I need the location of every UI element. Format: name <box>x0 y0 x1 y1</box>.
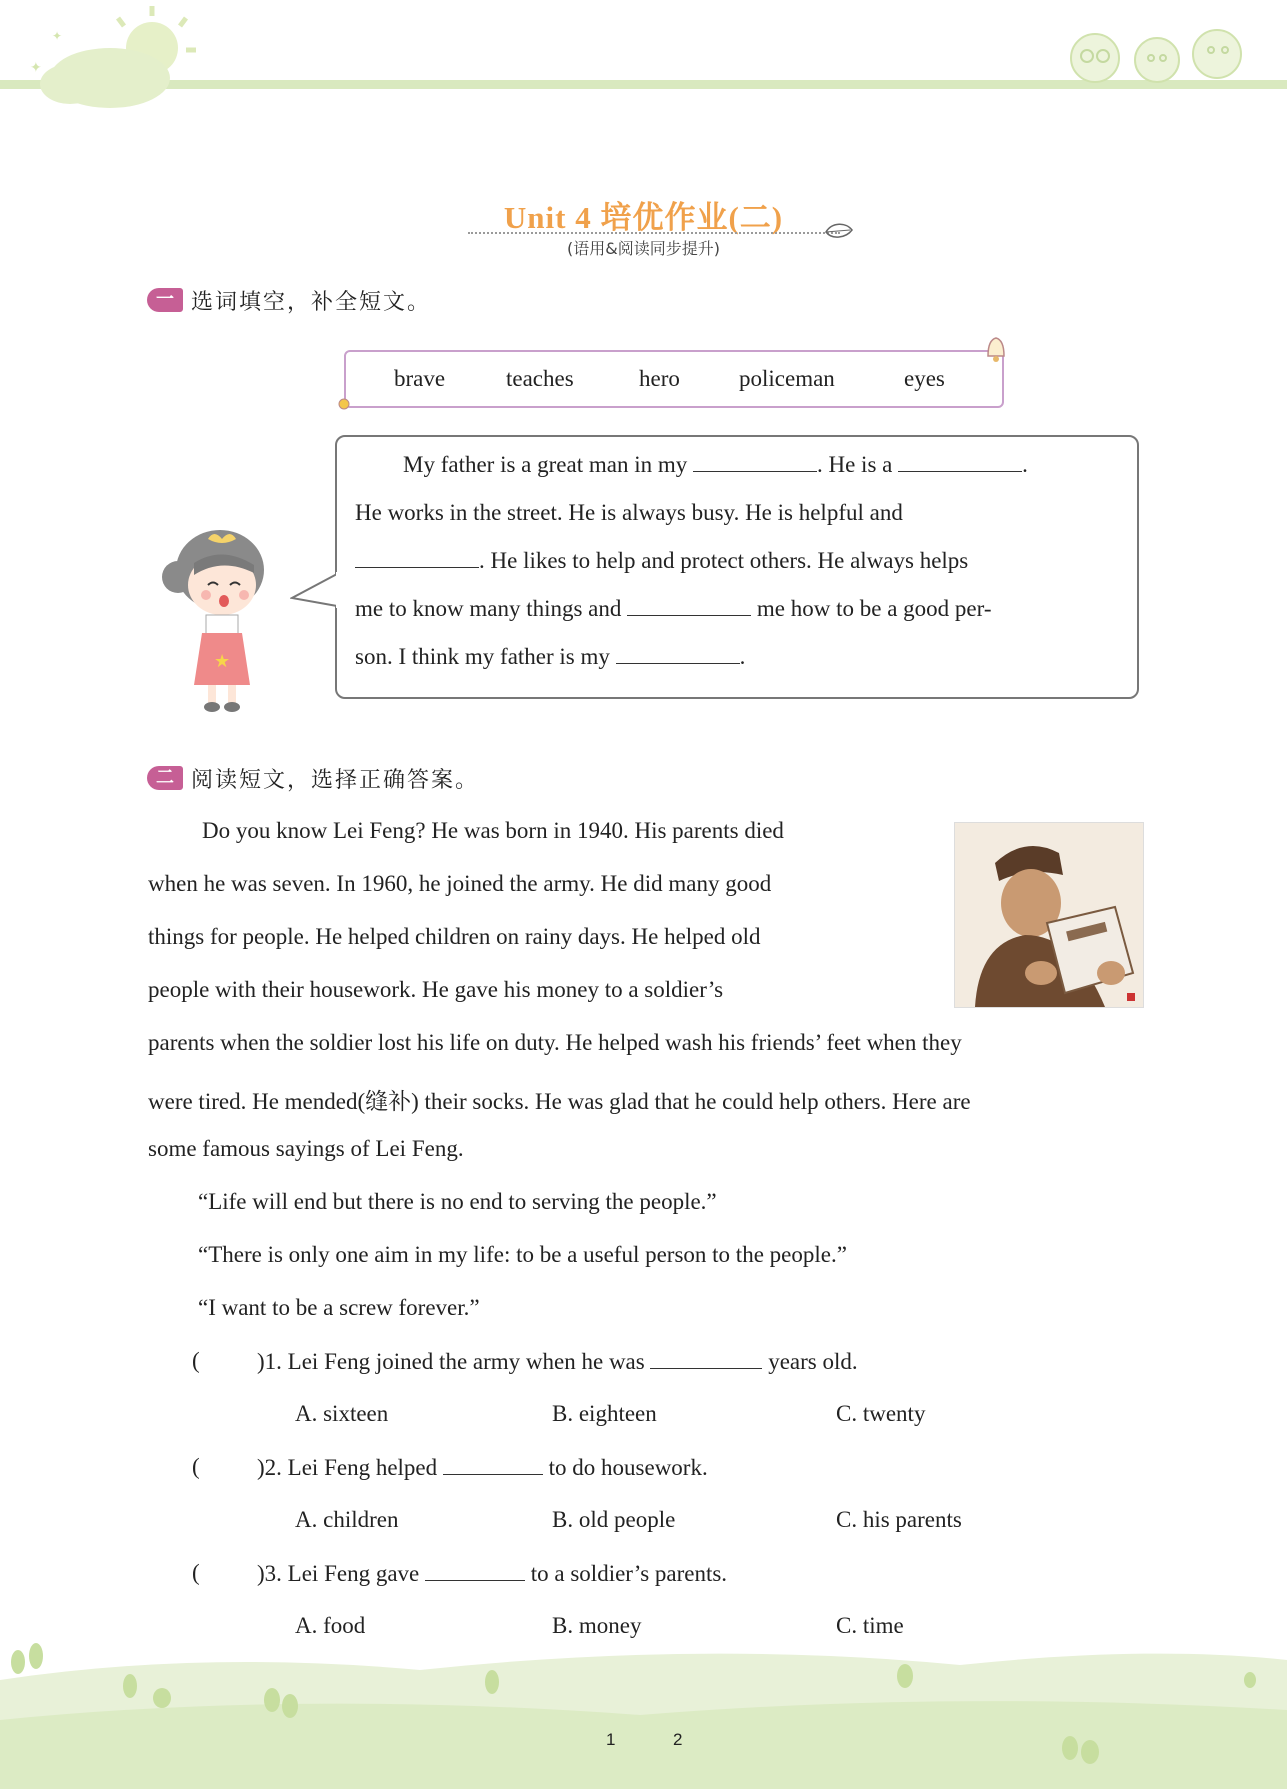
answer-blank[interactable] <box>693 451 817 472</box>
title-underline <box>468 232 840 234</box>
question-stem: 2. Lei Feng helped <box>264 1455 438 1480</box>
saying: “Life will end but there is no end to serving the people.” <box>198 1189 717 1214</box>
passage-text: . He likes to help and protect others. He always helps <box>479 548 969 573</box>
section-1-badge: 一 <box>147 288 183 312</box>
passage-text: . <box>739 644 746 669</box>
speech-bubble <box>335 435 1139 699</box>
question-3 <box>257 1560 727 1587</box>
option[interactable]: A. food <box>295 1613 366 1638</box>
option[interactable]: C. twenty <box>836 1401 926 1426</box>
passage-text: My father is a great man in my <box>403 452 688 477</box>
answer-paren-close: ) <box>257 1561 265 1586</box>
answer-blank[interactable] <box>616 643 740 664</box>
saying: “I want to be a screw forever.” <box>198 1295 480 1320</box>
option[interactable]: B. old people <box>552 1507 676 1532</box>
word-bank-item: teaches <box>506 366 574 391</box>
grass-hills-decoration <box>0 1620 1287 1789</box>
question-stem: 1. Lei Feng joined the army when he was <box>264 1349 645 1374</box>
section-2-instruction: 阅读短文，选择正确答案。 <box>191 768 480 793</box>
girl-illustration <box>150 525 290 715</box>
answer-box[interactable] <box>206 1344 256 1374</box>
bubble-tail <box>290 570 338 610</box>
passage-line <box>355 643 745 671</box>
bell-small-icon <box>336 396 352 412</box>
svg-text:✦: ✦ <box>52 29 63 43</box>
page-number-right: 2 <box>673 1730 683 1749</box>
answer-paren-open: ( <box>192 1560 200 1585</box>
page-title: Unit 4 培优作业(二) <box>503 200 784 235</box>
question-stem: 3. Lei Feng gave <box>264 1561 420 1586</box>
answer-blank[interactable] <box>898 451 1022 472</box>
question-2 <box>257 1454 708 1481</box>
lei-feng-portrait-drawing <box>955 823 1143 1007</box>
passage-line: He works in the street. He is always busy. He is helpful and <box>355 500 903 525</box>
reading-line: parents when the soldier lost his life on duty. He helped wash his friends’ feet when they <box>148 1030 962 1055</box>
option[interactable]: C. time <box>836 1613 904 1638</box>
question-blank <box>650 1348 762 1369</box>
answer-box[interactable] <box>206 1556 256 1586</box>
reading-line: people with their housework. He gave his money to a soldier’s <box>148 977 724 1002</box>
question-blank <box>443 1454 543 1475</box>
page-subtitle: (语用&阅读同步提升) <box>567 239 720 258</box>
option[interactable]: A. children <box>295 1507 399 1532</box>
answer-paren-close: ) <box>257 1455 265 1480</box>
passage-text: me how to be a good per- <box>756 596 992 621</box>
answer-paren-open: ( <box>192 1348 200 1373</box>
passage-line <box>355 547 968 575</box>
option[interactable]: A. sixteen <box>295 1401 389 1426</box>
reading-line: Do you know Lei Feng? He was born in 1940. His parents died <box>202 818 784 843</box>
question-stem: to do housework. <box>548 1455 708 1480</box>
passage-text: me to know many things and <box>355 596 622 621</box>
answer-paren-close: ) <box>257 1349 265 1374</box>
svg-text:★: ★ <box>214 651 231 671</box>
question-stem: years old. <box>768 1349 858 1374</box>
word-bank <box>344 350 1004 408</box>
animal-heads-decoration <box>1055 18 1255 88</box>
saying: “There is only one aim in my life: to be a useful person to the people.” <box>198 1242 847 1267</box>
section-2-badge: 二 <box>147 766 183 790</box>
word-bank-item: brave <box>394 366 446 391</box>
passage-line <box>355 595 991 623</box>
reading-line: things for people. He helped children on rainy days. He helped old <box>148 924 761 949</box>
reading-line: were tired. He mended(缝补) their socks. He was glad that he could help others. Here are <box>148 1089 971 1114</box>
bell-icon <box>982 332 1010 364</box>
passage-text: . <box>1022 452 1028 477</box>
passage-text: . He is a <box>816 452 893 477</box>
option[interactable]: C. his parents <box>836 1507 962 1532</box>
passage-text: son. I think my father is my <box>355 644 610 669</box>
svg-text:✦: ✦ <box>30 61 42 76</box>
word-bank-item: policeman <box>739 366 835 391</box>
section-1-instruction: 选词填空，补全短文。 <box>191 290 432 315</box>
passage-line <box>403 451 1028 479</box>
answer-blank[interactable] <box>355 547 479 568</box>
reading-line: when he was seven. In 1960, he joined the army. He did many good <box>148 871 772 896</box>
reading-line: some famous sayings of Lei Feng. <box>148 1136 464 1161</box>
option[interactable]: B. money <box>552 1613 642 1638</box>
sun-cloud-decoration <box>0 0 230 120</box>
lei-feng-portrait <box>954 822 1144 1008</box>
question-stem: to a soldier’s parents. <box>530 1561 728 1586</box>
answer-paren-open: ( <box>192 1454 200 1479</box>
page-number-left: 1 <box>606 1730 616 1749</box>
question-1 <box>257 1348 858 1375</box>
question-blank <box>425 1560 525 1581</box>
word-bank-item: eyes <box>904 366 945 391</box>
answer-blank[interactable] <box>627 595 751 616</box>
word-bank-item: hero <box>639 366 680 391</box>
option[interactable]: B. eighteen <box>552 1401 657 1426</box>
answer-box[interactable] <box>206 1450 256 1480</box>
